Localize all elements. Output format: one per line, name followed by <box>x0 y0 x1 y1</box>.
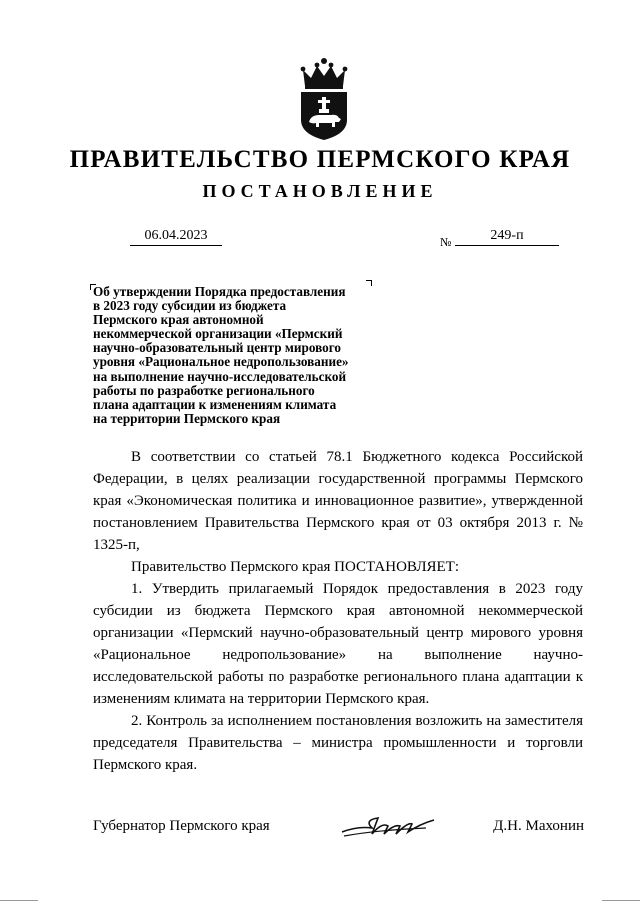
document-body <box>93 446 583 776</box>
subject-line: на выполнение научно-исследовательской <box>93 368 347 384</box>
signatory-name: Д.Н. Махонин <box>493 818 584 834</box>
body-paragraph: 1. Утвердить прилагаемый Порядок предоставления в 2023 году субсидии из бюджета Пермского края автономной некоммерческой организации «Пермский научно-образовательный центр мирового уровня «Рациональное недропользование» на выполнение научно-исследовательской работы по разработке регионального плана адаптации к изменениям климата на территории Пермского края. <box>93 581 583 707</box>
subject-line: в 2023 году субсидии из бюджета <box>93 298 287 314</box>
subject-line: уровня «Рациональное недропользование» <box>93 354 349 370</box>
subject-line: работы по разработке регионального <box>93 382 315 398</box>
subject-line: Об утверждении Порядка предоставления <box>93 284 346 299</box>
body-paragraph: 2. Контроль за исполнением постановления возложить на заместителя председателя Правительства – министра промышленности и торговли Пермского края. <box>93 713 583 773</box>
document-date: 06.04.2023 <box>130 228 222 246</box>
signatory-title: Губернатор Пермского края <box>93 818 270 834</box>
page-edge-rule <box>602 900 640 901</box>
subject-line: Пермского края автономной <box>93 312 264 328</box>
document-number: 249-п <box>455 228 559 246</box>
subject-line: на территории Пермского края <box>93 410 281 426</box>
body-paragraph: В соответствии со статьей 78.1 Бюджетного кодекса Российской Федерации, в целях реализации государственной программы Пермского края «Экономическая политика и инновационное развитие», утвержденной постановлением Правительства Пермского края от 03 октября 2013 г. № 1325-п, <box>93 449 583 553</box>
document-subject <box>93 285 393 426</box>
coat-of-arms-icon <box>297 56 351 142</box>
subject-line: научно-образовательный центр мирового <box>93 340 341 356</box>
document-type: ПОСТАНОВЛЕНИЕ <box>202 181 438 201</box>
page-edge-rule <box>0 900 38 901</box>
subject-line: некоммерческой организации «Пермский <box>93 326 343 342</box>
signature-icon <box>338 812 438 840</box>
government-title: ПРАВИТЕЛЬСТВО ПЕРМСКОГО КРАЯ <box>69 146 571 173</box>
subject-line: плана адаптации к изменениям климата <box>93 396 337 412</box>
number-label: № <box>440 235 452 249</box>
body-paragraph: Правительство Пермского края ПОСТАНОВЛЯЕТ: <box>131 559 460 575</box>
